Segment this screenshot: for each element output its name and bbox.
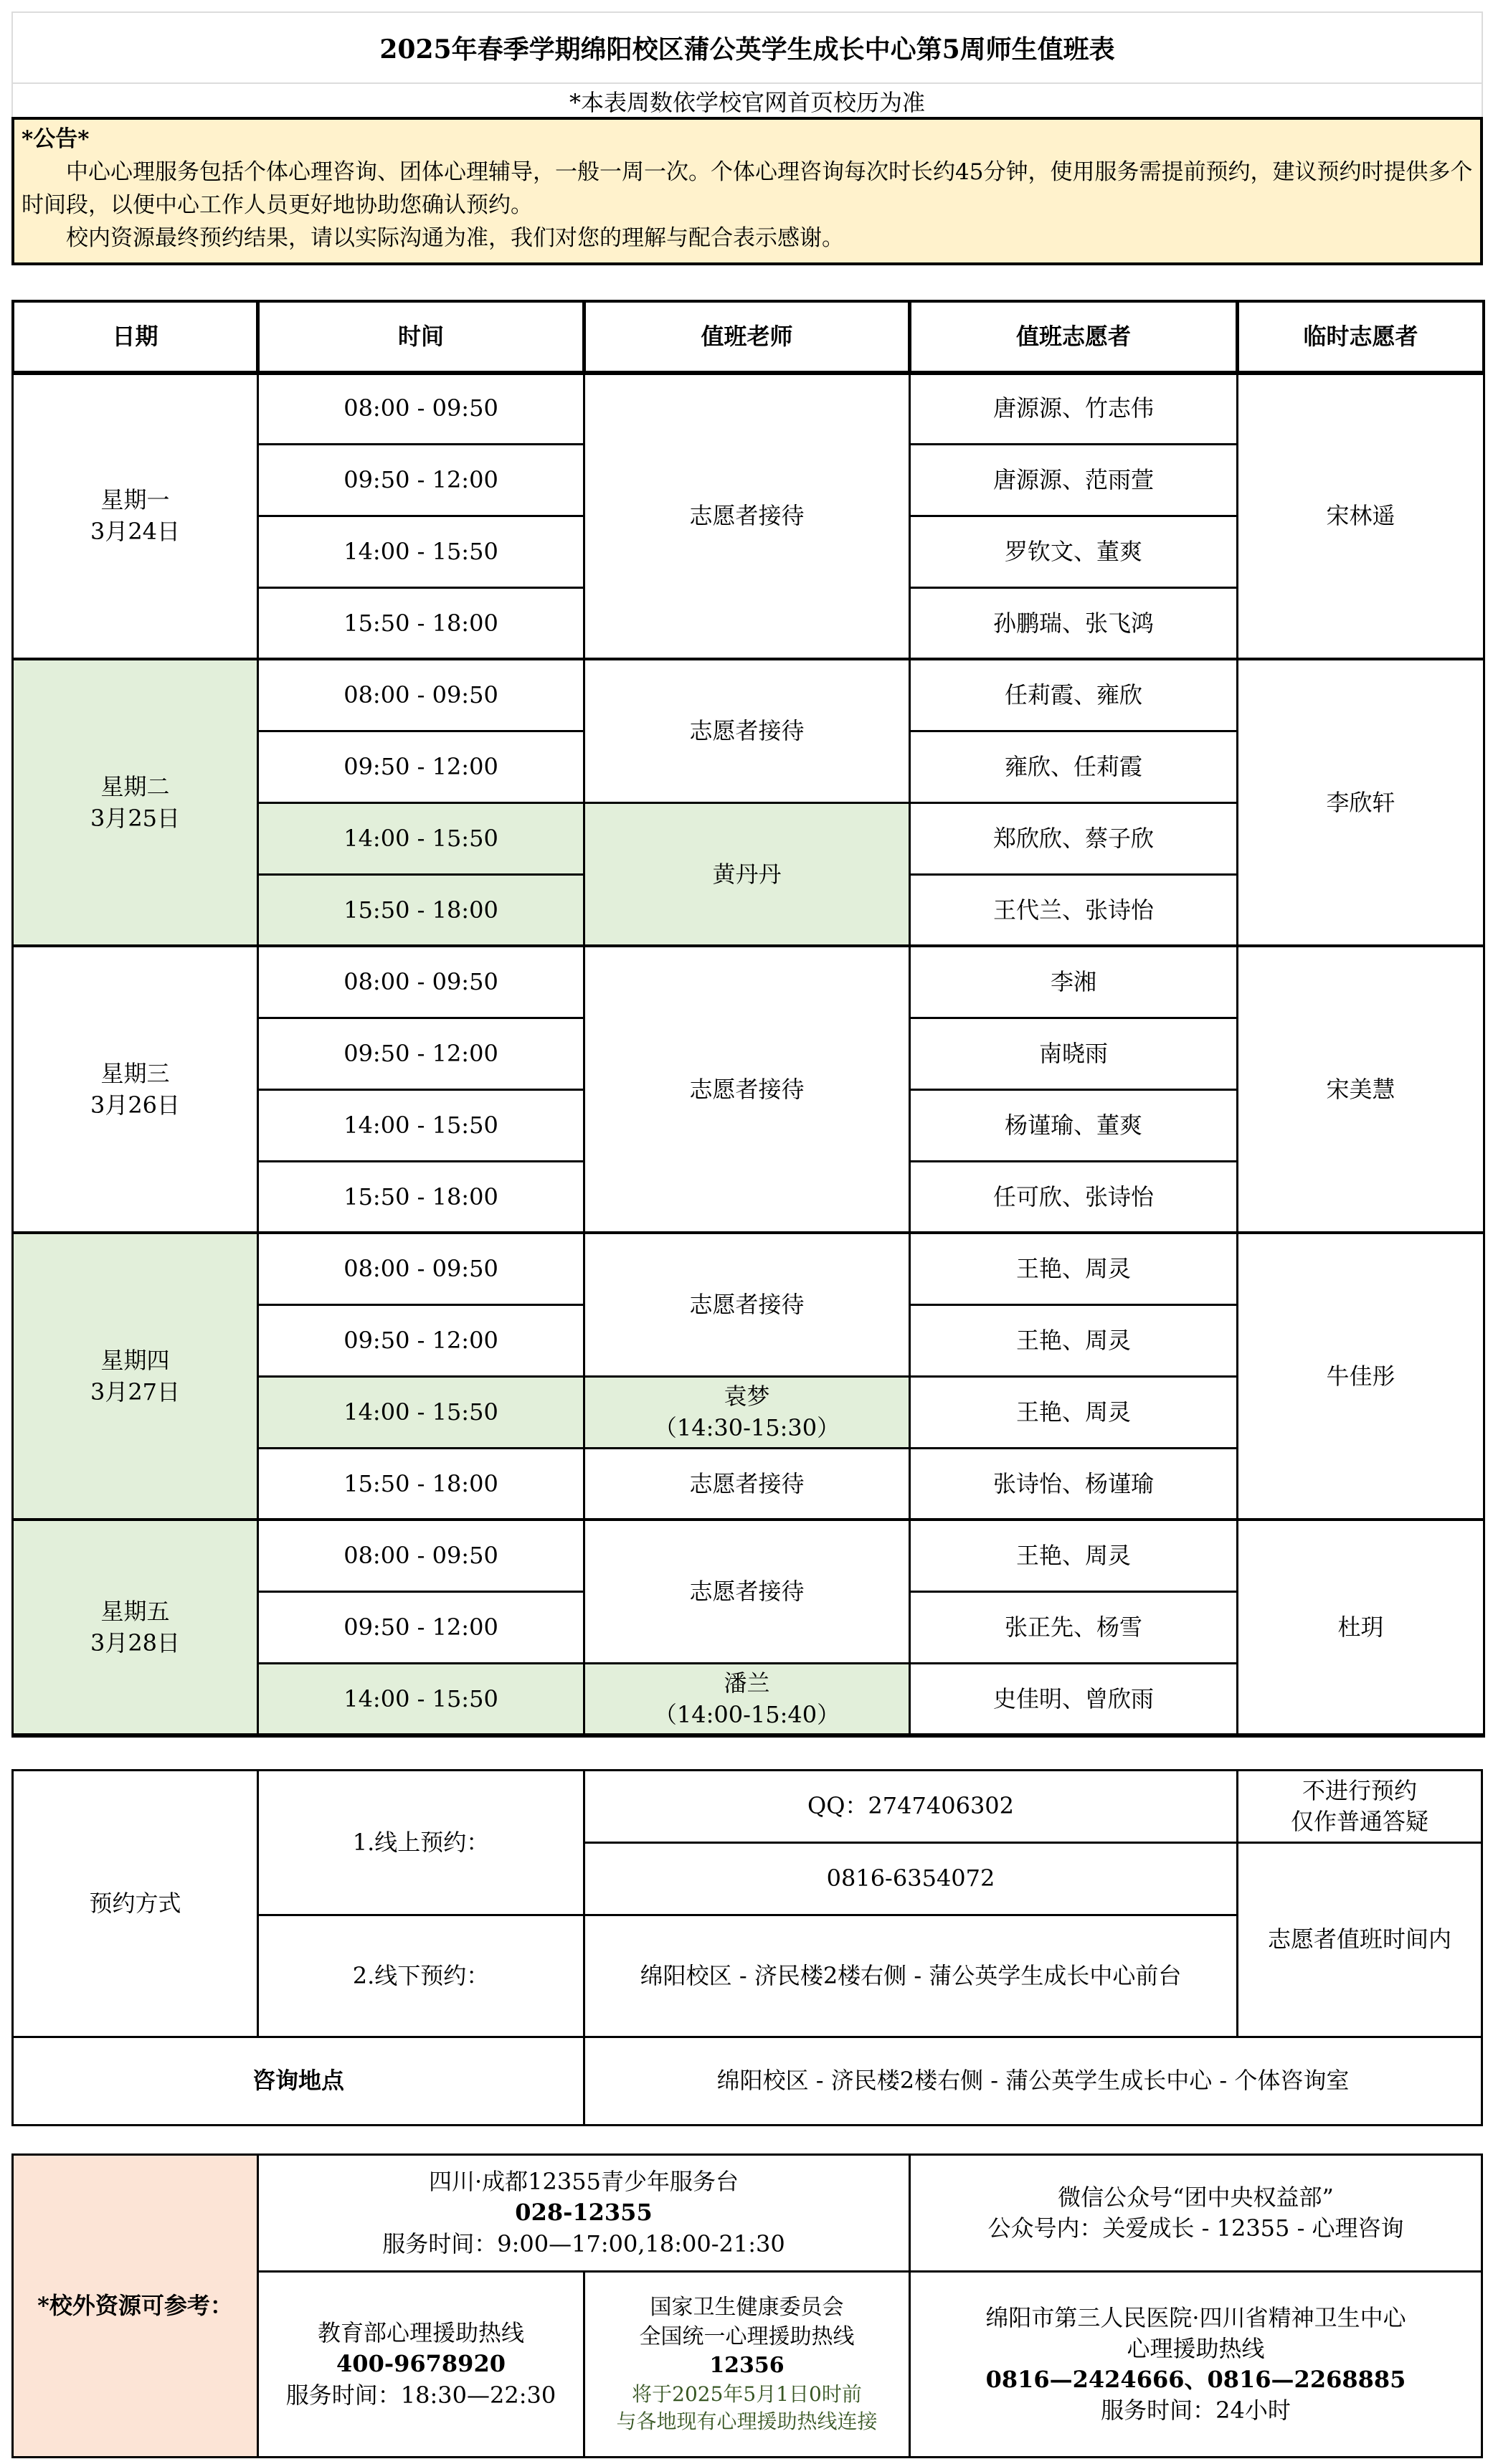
volunteers-cell xyxy=(909,730,1238,804)
time-slot xyxy=(257,371,585,445)
volunteer-names: 唐源源、竹志伟 xyxy=(992,394,1154,422)
time-label: 09:50 - 12:00 xyxy=(343,1326,498,1354)
teacher-cell xyxy=(583,371,911,660)
notice-box xyxy=(11,117,1483,265)
resource-note: 将于2025年5月1日0时前 xyxy=(632,2382,862,2406)
qq-note-line1: 不进行预约 xyxy=(1302,1776,1417,1804)
teacher-name: 志愿者接待 xyxy=(689,1075,805,1103)
temp-volunteer-cell xyxy=(1236,945,1485,1234)
volunteers-cell xyxy=(909,515,1238,589)
weekday: 星期二 xyxy=(100,773,170,801)
qq-note-line2: 仅作普通答疑 xyxy=(1290,1808,1428,1835)
hours-note: 志愿者值班时间内 xyxy=(1236,1842,1483,2038)
time-slot xyxy=(257,1591,585,1664)
volunteer-names: 史佳明、曾欣雨 xyxy=(992,1684,1154,1712)
date: 3月28日 xyxy=(90,1629,181,1657)
volunteer-names: 王艳、周灵 xyxy=(1015,1541,1131,1569)
time-slot xyxy=(257,1232,585,1306)
resource-chengdu-12355 xyxy=(257,2153,911,2273)
time-slot xyxy=(257,1662,585,1736)
teacher-name: 志愿者接待 xyxy=(689,1290,805,1318)
time-label: 14:00 - 15:50 xyxy=(343,1684,498,1712)
table-header-1 xyxy=(257,300,585,374)
teacher-cell xyxy=(583,945,911,1234)
teacher-time-note: （14:30-15:30） xyxy=(653,1413,840,1441)
resource-nhc-hotline xyxy=(583,2270,911,2458)
volunteers-cell xyxy=(909,1017,1238,1091)
time-slot xyxy=(257,1089,585,1162)
resource-mianyang-hospital xyxy=(909,2270,1483,2458)
table-header-0 xyxy=(11,300,259,374)
time-label: 09:50 - 12:00 xyxy=(343,465,498,493)
date: 3月27日 xyxy=(90,1378,181,1406)
time-label: 08:00 - 09:50 xyxy=(343,1541,498,1569)
header-label: 临时志愿者 xyxy=(1303,322,1418,350)
resource-line: 服务时间：24小时 xyxy=(1101,2397,1291,2425)
volunteer-names: 南晓雨 xyxy=(1038,1039,1108,1067)
resource-line: 国家卫生健康委员会 xyxy=(650,2295,844,2321)
volunteer-names: 唐源源、范雨萱 xyxy=(992,465,1154,493)
time-label: 14:00 - 15:50 xyxy=(343,1398,498,1426)
time-slot xyxy=(257,945,585,1019)
temp-volunteer-cell xyxy=(1236,1232,1485,1521)
volunteer-names: 孙鹏瑞、张飞鸿 xyxy=(992,609,1154,637)
date: 3月26日 xyxy=(90,1091,181,1119)
temp-volunteer-cell xyxy=(1236,371,1485,660)
day-cell xyxy=(11,1232,259,1521)
time-label: 09:50 - 12:00 xyxy=(343,1039,498,1067)
time-label: 08:00 - 09:50 xyxy=(343,681,498,709)
volunteer-names: 王代兰、张诗怡 xyxy=(992,896,1154,924)
volunteers-cell xyxy=(909,1304,1238,1378)
external-label: *校外资源可参考： xyxy=(11,2153,259,2458)
day-cell xyxy=(11,658,259,947)
volunteer-names: 张诗怡、杨谨瑜 xyxy=(992,1469,1154,1497)
volunteer-names: 王艳、周灵 xyxy=(1015,1326,1131,1354)
time-slot xyxy=(257,1017,585,1091)
volunteers-cell xyxy=(909,1447,1238,1521)
weekday: 星期一 xyxy=(100,486,170,514)
resource-line: 全国统一心理援助热线 xyxy=(639,2323,855,2349)
time-slot xyxy=(257,1447,585,1521)
volunteers-cell xyxy=(909,371,1238,445)
volunteers-cell xyxy=(909,802,1238,876)
header-label: 值班老师 xyxy=(701,322,793,350)
volunteers-cell xyxy=(909,1232,1238,1306)
location-label: 咨询地点 xyxy=(11,2036,585,2126)
volunteers-cell xyxy=(909,1519,1238,1593)
day-cell xyxy=(11,1519,259,1736)
weekday: 星期三 xyxy=(100,1060,170,1088)
qq-note xyxy=(1236,1769,1483,1844)
day-cell xyxy=(11,945,259,1234)
resource-phone[interactable]: 400-9678920 xyxy=(336,2350,506,2378)
teacher-cell xyxy=(583,1375,911,1449)
notice-heading: *公告* xyxy=(22,126,90,152)
resource-wechat xyxy=(909,2153,1483,2273)
time-slot xyxy=(257,515,585,589)
teacher-cell xyxy=(583,658,911,804)
time-slot xyxy=(257,730,585,804)
resource-line: 公众号内：关爱成长 - 12355 - 心理咨询 xyxy=(987,2214,1404,2242)
temp-volunteer-cell xyxy=(1236,658,1485,947)
date: 3月25日 xyxy=(90,804,181,832)
volunteer-names: 任可欣、张诗怡 xyxy=(992,1183,1154,1210)
teacher-name: 志愿者接待 xyxy=(689,1469,805,1497)
qq-contact[interactable]: QQ：2747406302 xyxy=(583,1769,1238,1844)
time-label: 15:50 - 18:00 xyxy=(343,609,498,637)
time-slot xyxy=(257,658,585,732)
teacher-name: 袁梦 xyxy=(724,1383,770,1411)
volunteer-names: 王艳、周灵 xyxy=(1015,1254,1131,1282)
offline-reservation-label: 2.线下预约： xyxy=(257,1914,585,2038)
volunteers-cell xyxy=(909,945,1238,1019)
volunteers-cell xyxy=(909,1591,1238,1664)
teacher-name: 潘兰 xyxy=(724,1669,770,1697)
date: 3月24日 xyxy=(90,517,181,545)
resource-line: 四川·成都12355青少年服务台 xyxy=(429,2168,739,2196)
teacher-cell xyxy=(583,802,911,947)
temp-volunteer-name: 宋林遥 xyxy=(1326,501,1395,529)
resource-line: 微信公众号“团中央权益部” xyxy=(1058,2183,1334,2211)
time-slot xyxy=(257,1160,585,1234)
volunteers-cell xyxy=(909,873,1238,947)
time-slot xyxy=(257,1304,585,1378)
teacher-cell xyxy=(583,1519,911,1664)
resource-line: 服务时间：9:00—17:00,18:00-21:30 xyxy=(382,2230,785,2257)
resource-line: 绵阳市第三人民医院·四川省精神卫生中心 xyxy=(985,2303,1406,2331)
time-slot xyxy=(257,802,585,876)
resource-line: 服务时间：18:30—22:30 xyxy=(285,2381,556,2409)
notice-paragraph-1: 中心心理服务包括个体心理咨询、团体心理辅导，一般一周一次。个体心理咨询每次时长约45分钟，使用服务需提前预约，建议预约时提供多个时间段，以便中心工作人员更好地协助您确认预约。 xyxy=(22,159,1473,218)
teacher-name: 黄丹丹 xyxy=(712,860,782,888)
time-slot xyxy=(257,873,585,947)
volunteer-names: 王艳、周灵 xyxy=(1015,1398,1131,1426)
teacher-name: 志愿者接待 xyxy=(689,716,805,744)
resource-phone[interactable]: 0816—2424666、0816—2268885 xyxy=(985,2366,1406,2393)
volunteers-cell xyxy=(909,1160,1238,1234)
time-label: 14:00 - 15:50 xyxy=(343,1111,498,1139)
weekday: 星期五 xyxy=(100,1598,170,1626)
header-separator xyxy=(11,371,1485,375)
subtitle: *本表周数依学校官网首页校历为准 xyxy=(569,89,925,116)
time-label: 15:50 - 18:00 xyxy=(343,1183,498,1210)
volunteer-names: 雍欣、任莉霞 xyxy=(1004,752,1142,780)
location-value: 绵阳校区 - 济民楼2楼右侧 - 蒲公英学生成长中心 - 个体咨询室 xyxy=(583,2036,1483,2126)
resource-line: 心理援助热线 xyxy=(1127,2334,1265,2362)
page-title: 2025年春季学期绵阳校区蒲公英学生成长中心第5周师生值班表 xyxy=(379,34,1115,65)
header-label: 时间 xyxy=(397,322,444,350)
volunteer-names: 张正先、杨雪 xyxy=(1004,1613,1142,1641)
volunteers-cell xyxy=(909,443,1238,517)
table-header-2 xyxy=(583,300,911,374)
time-label: 15:50 - 18:00 xyxy=(343,896,498,924)
teacher-cell xyxy=(583,1447,911,1521)
offline-address: 绵阳校区 - 济民楼2楼右侧 - 蒲公英学生成长中心前台 xyxy=(583,1914,1238,2038)
day-cell xyxy=(11,371,259,660)
reservation-label: 预约方式 xyxy=(11,1769,259,2038)
volunteer-names: 任莉霞、雍欣 xyxy=(1004,681,1142,709)
time-label: 08:00 - 09:50 xyxy=(343,1254,498,1282)
resource-phone[interactable]: 12356 xyxy=(709,2353,785,2379)
volunteer-names: 罗钦文、董爽 xyxy=(1004,537,1142,565)
phone-contact[interactable]: 0816-6354072 xyxy=(583,1842,1238,1916)
resource-note: 与各地现有心理援助热线连接 xyxy=(616,2409,878,2433)
time-label: 08:00 - 09:50 xyxy=(343,967,498,995)
resource-phone[interactable]: 028-12355 xyxy=(515,2199,653,2227)
time-slot xyxy=(257,1375,585,1449)
time-label: 08:00 - 09:50 xyxy=(343,394,498,422)
teacher-name: 志愿者接待 xyxy=(689,1577,805,1605)
weekday: 星期四 xyxy=(100,1347,170,1375)
teacher-cell xyxy=(583,1662,911,1736)
table-header-3 xyxy=(909,300,1238,374)
volunteer-names: 杨谨瑜、董爽 xyxy=(1004,1111,1142,1139)
teacher-cell xyxy=(583,1232,911,1378)
time-label: 15:50 - 18:00 xyxy=(343,1469,498,1497)
time-slot xyxy=(257,1519,585,1593)
volunteer-names: 李湘 xyxy=(1050,967,1096,995)
time-label: 09:50 - 12:00 xyxy=(343,1613,498,1641)
day-separator xyxy=(11,1733,1485,1738)
volunteers-cell xyxy=(909,1662,1238,1736)
teacher-time-note: （14:00-15:40） xyxy=(653,1700,840,1728)
temp-volunteer-name: 李欣轩 xyxy=(1326,788,1395,816)
subtitle-row xyxy=(11,82,1483,118)
page-title-row xyxy=(11,11,1483,82)
time-label: 09:50 - 12:00 xyxy=(343,752,498,780)
volunteers-cell xyxy=(909,1375,1238,1449)
temp-volunteer-cell xyxy=(1236,1519,1485,1736)
volunteer-names: 郑欣欣、蔡子欣 xyxy=(992,824,1154,852)
resource-line: 教育部心理援助热线 xyxy=(317,2319,524,2347)
header-label: 值班志愿者 xyxy=(1015,322,1131,350)
teacher-name: 志愿者接待 xyxy=(689,501,805,529)
table-header-4 xyxy=(1236,300,1485,374)
temp-volunteer-name: 牛佳彤 xyxy=(1326,1362,1395,1390)
resource-moe-hotline xyxy=(257,2270,585,2458)
time-slot xyxy=(257,443,585,517)
time-label: 14:00 - 15:50 xyxy=(343,537,498,565)
volunteers-cell xyxy=(909,1089,1238,1162)
temp-volunteer-name: 宋美慧 xyxy=(1326,1075,1395,1103)
volunteers-cell xyxy=(909,658,1238,732)
header-label: 日期 xyxy=(112,322,158,350)
time-label: 14:00 - 15:50 xyxy=(343,824,498,852)
temp-volunteer-name: 杜玥 xyxy=(1337,1613,1384,1641)
online-reservation-label: 1.线上预约： xyxy=(257,1769,585,1916)
volunteers-cell xyxy=(909,587,1238,660)
time-slot xyxy=(257,587,585,660)
notice-paragraph-2: 校内资源最终预约结果，请以实际沟通为准，我们对您的理解与配合表示感谢。 xyxy=(66,225,844,251)
